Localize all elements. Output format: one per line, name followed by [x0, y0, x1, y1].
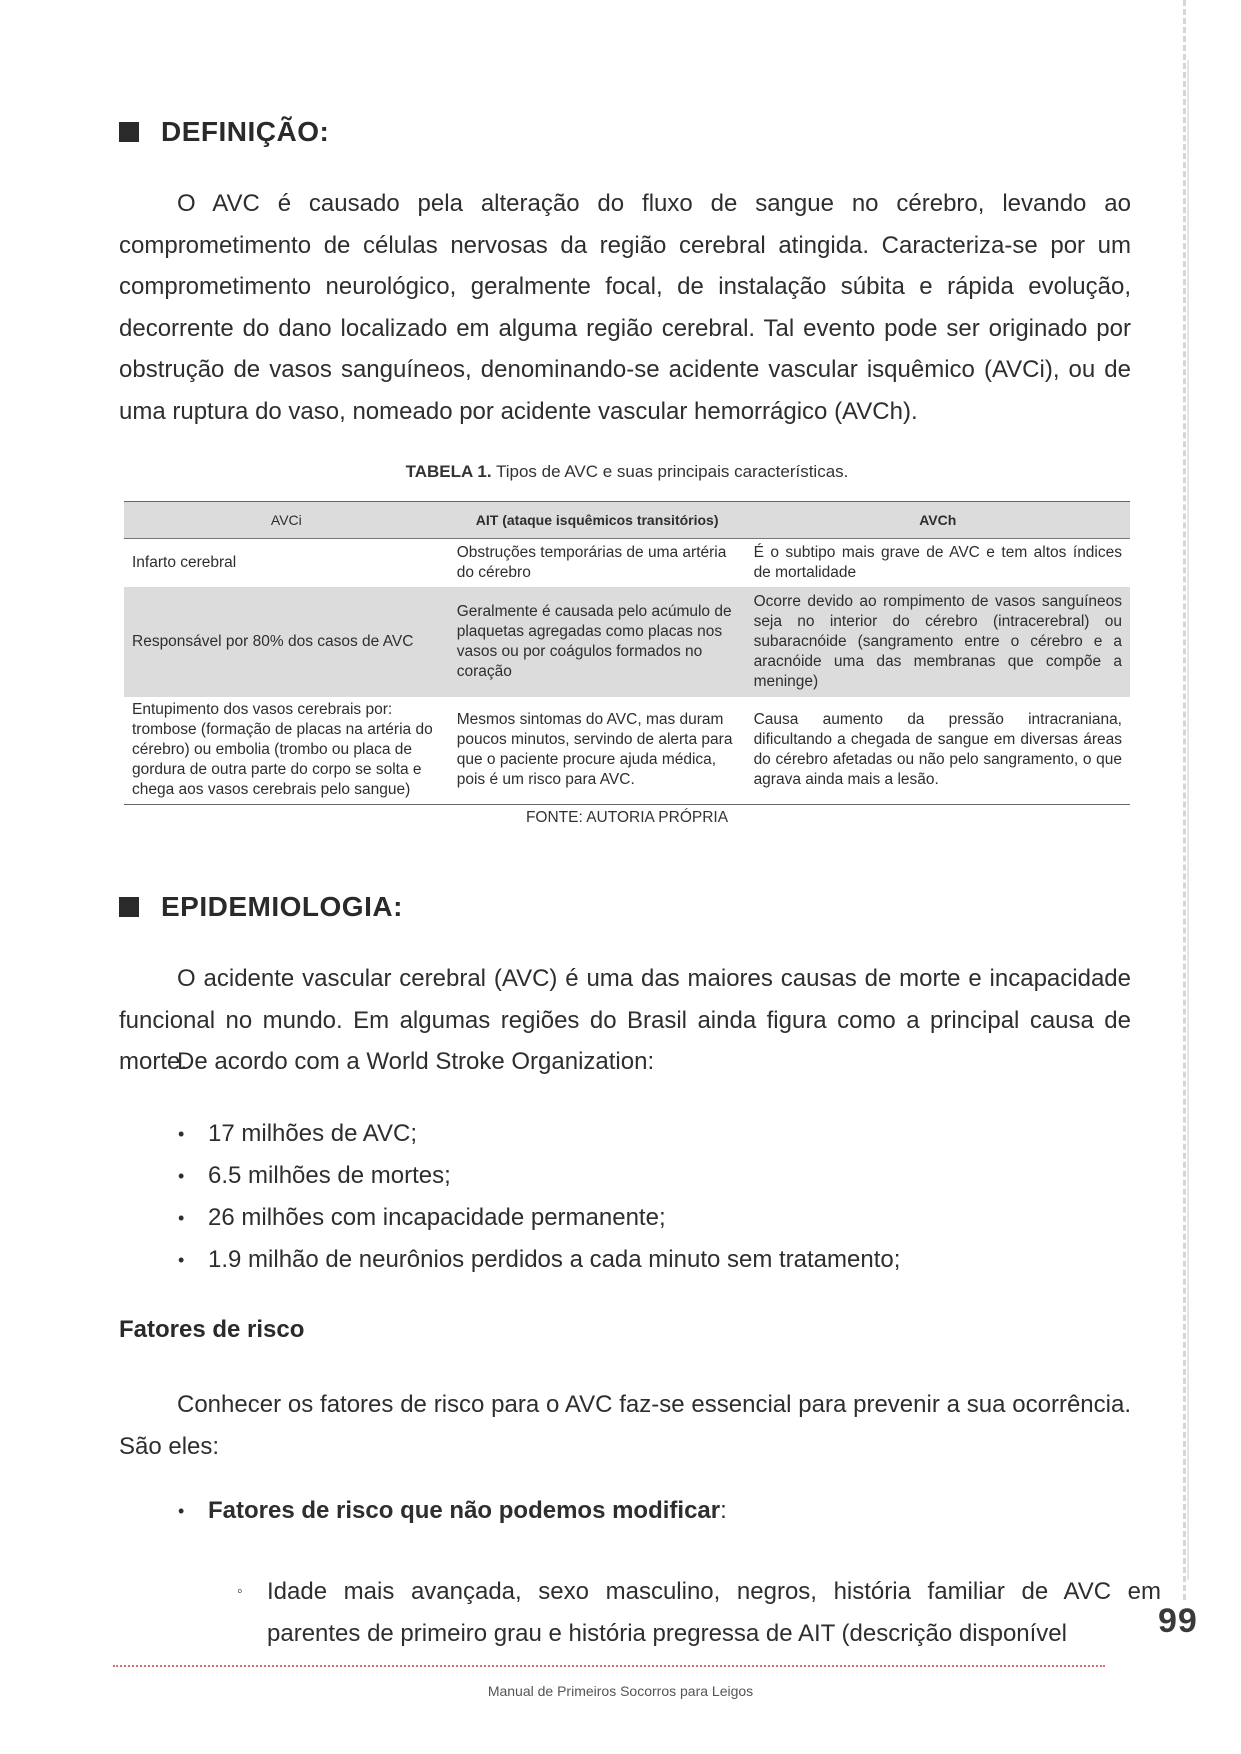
table-header-row	[124, 502, 1130, 539]
risk-factors-paragraph	[119, 1384, 1131, 1467]
table-cell: Geralmente é causada pelo acúmulo de plaquetas agregadas como placas nos vasos ou por coágulos formados no coração	[449, 587, 746, 697]
table-row	[124, 697, 1130, 805]
section-heading-text: DEFINIÇÃO:	[161, 116, 330, 147]
table-header-cell: AVCi	[124, 502, 449, 539]
section-heading-epidemiologia	[119, 891, 403, 923]
epidemiology-text: O acidente vascular cerebral (AVC) é uma das maiores causas de morte e incapacidade funcional no mundo. Em algumas regiões do Brasil ainda figura como a principal causa de morte.	[119, 965, 1131, 1076]
table-cell: Entupimento dos vasos cerebrais por: trombose (formação de placas na artéria do cérebro) ou embolia (trombo ou placa de gordura de outra parte do corpo se solta e chega aos vasos cerebrais pelo sangue)	[132, 701, 433, 799]
risk-factors-bullet-suffix: :	[720, 1497, 727, 1524]
risk-factors-bullet	[178, 1497, 727, 1525]
list-item: • 1.9 milhão de neurônios perdidos a cada minuto sem tratamento;	[178, 1239, 900, 1281]
table-header-cell: AIT (ataque isquêmicos transitórios)	[449, 502, 746, 539]
table-caption	[124, 462, 1130, 482]
risk-factors-text: Conhecer os fatores de risco para o AVC faz-se essencial para prevenir a sua ocorrência. São eles:	[119, 1391, 1131, 1460]
risk-factors-subheading: Fatores de risco	[119, 1316, 305, 1343]
table-cell: Causa aumento da pressão intracraniana, dificultando a chegada de sangue em diversas áreas do cérebro afetadas ou não pelo sangramento, o que agrava ainda mais a lesão.	[753, 711, 1122, 789]
table-caption-label: TABELA 1.	[405, 462, 492, 481]
margin-rule	[1187, 60, 1189, 1580]
statistics-list	[178, 1113, 900, 1281]
table-row	[124, 539, 1130, 587]
footer-dotted-line	[113, 1665, 1105, 1667]
table-source: FONTE: AUTORIA PRÓPRIA	[525, 809, 729, 826]
definition-paragraph	[119, 183, 1131, 433]
page-number: 99	[1158, 1602, 1198, 1640]
square-bullet-icon	[119, 122, 139, 142]
definition-text: O AVC é causado pela alteração do fluxo de sangue no cérebro, levando ao comprometimento de células nervosas da região cerebral atingida. Caracteriza-se por um comprometimento neurológico, geralmente focal, de instalação súbita e rápida evolução, decorrente do dano localizado em alguma região cerebral. Tal evento pode ser originado por obstrução de vasos sanguíneos, denominando-se acidente vascular isquêmico (AVCi), ou de uma ruptura do vaso, nomeado por acidente vascular hemorrágico (AVCh).	[119, 190, 1131, 425]
epidemiology-intro	[119, 1041, 1131, 1083]
list-item: • 17 milhões de AVC;	[178, 1113, 900, 1155]
risk-factors-sub-bullet: ◦ Idade mais avançada, sexo masculino, negros, história familiar de AVC em parentes de primeiro grau e história pregressa de AIT (descrição disponível	[237, 1571, 1161, 1655]
section-heading-definicao	[119, 116, 329, 148]
table-cell: Infarto cerebral	[132, 553, 237, 571]
risk-factors-bullet-bold: Fatores de risco que não podemos modificar	[208, 1497, 721, 1524]
square-bullet-icon	[119, 897, 139, 917]
table-cell: Ocorre devido ao rompimento de vasos sanguíneos seja no interior do cérebro (intracerebral) ou subaracnóide (sangramento entre o cérebro e a aracnóide uma das membranas que compõe a meninge)	[746, 587, 1130, 697]
section-heading-text: EPIDEMIOLOGIA:	[161, 891, 403, 922]
table-caption-text: Tipos de AVC e suas principais características.	[491, 462, 849, 481]
epidemiology-intro-text: De acordo com a World Stroke Organization:	[177, 1048, 655, 1075]
list-item: • 26 milhões com incapacidade permanente;	[178, 1197, 900, 1239]
margin-dashed-line	[1183, 0, 1186, 1600]
table-cell: Obstruções temporárias de uma artéria do cérebro	[456, 543, 727, 581]
avc-types-table	[124, 501, 1130, 805]
footer-manual-title: Manual de Primeiros Socorros para Leigos	[487, 1683, 754, 1699]
list-item: • 6.5 milhões de mortes;	[178, 1155, 900, 1197]
table-cell: Responsável por 80% dos casos de AVC	[124, 587, 449, 697]
table-cell: É o subtipo mais grave de AVC e tem altos índices de mortalidade	[753, 543, 1122, 581]
table-cell: Mesmos sintomas do AVC, mas duram poucos minutos, servindo de alerta para que o paciente procure ajuda médica, pois é um risco para AVC.	[456, 711, 733, 789]
table-row	[124, 587, 1130, 697]
table-header-cell: AVCh	[746, 502, 1130, 539]
